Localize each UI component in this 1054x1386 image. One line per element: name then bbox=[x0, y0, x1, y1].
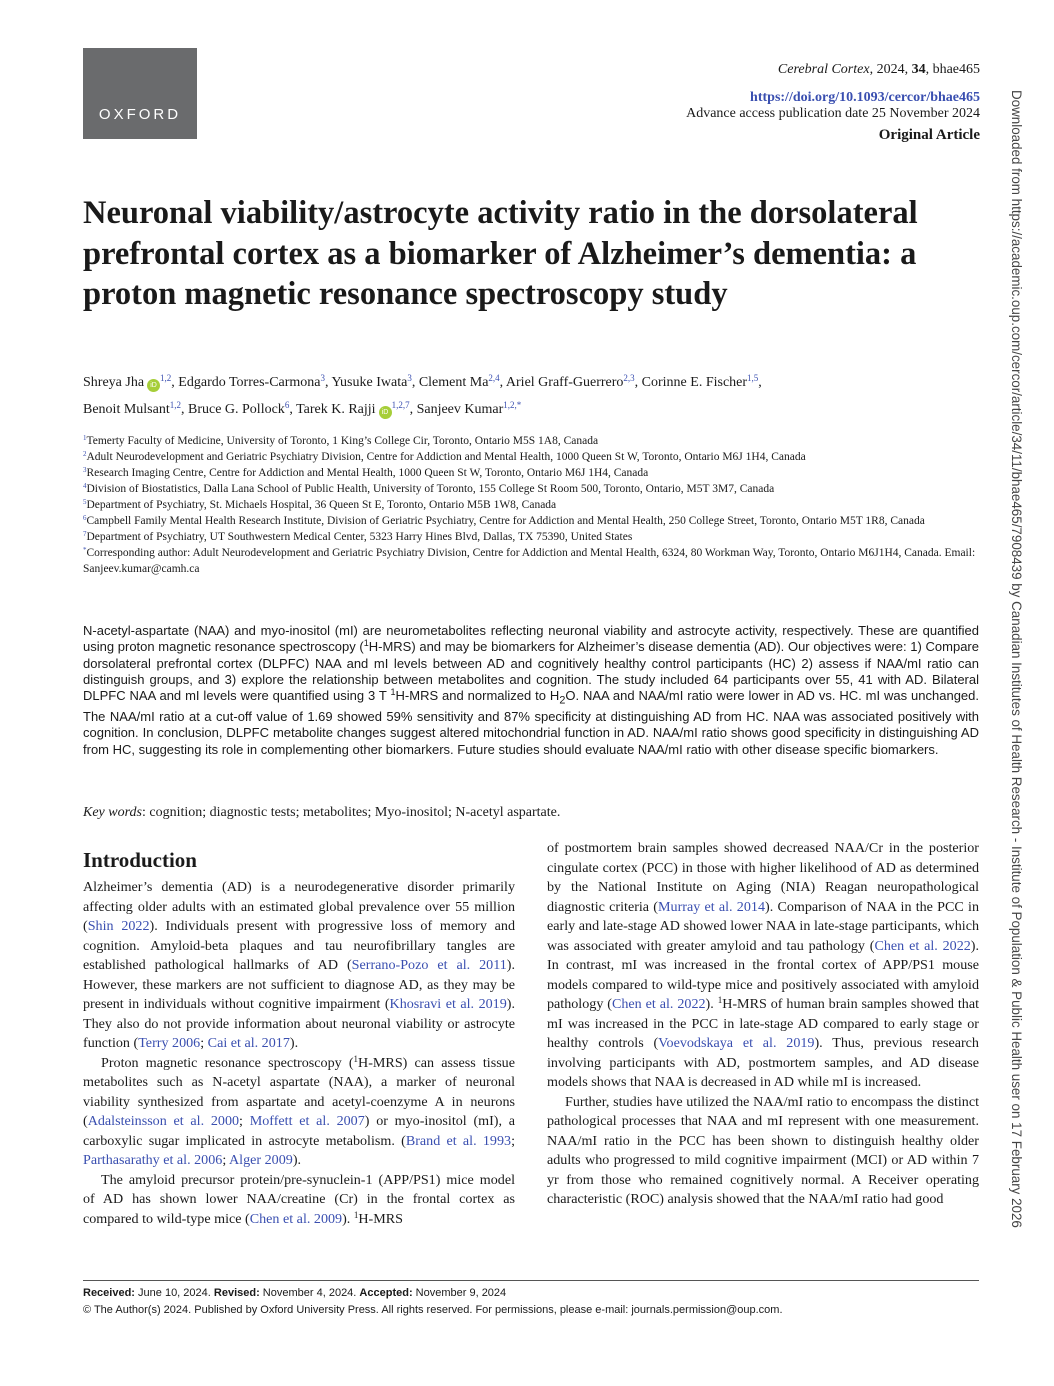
citation-link[interactable]: Voevodskaya et al. 2019 bbox=[658, 1035, 815, 1051]
affiliation-text: Department of Psychiatry, UT Southwestern Medical Center, 5323 Harry Hines Blvd, Dallas, TX 75390, United States bbox=[86, 531, 633, 543]
superscript: 1 bbox=[717, 995, 723, 1005]
affiliations bbox=[83, 433, 978, 577]
logo-text: OXFORD bbox=[98, 106, 182, 123]
affiliation-item bbox=[83, 465, 978, 481]
abstract-text: N-acetyl-aspartate (NAA) and myo-inositol (mI) are neurometabolites reflecting neuronal viability and astrocyte activity, respectively. These are quantified using proton magnetic resonance spectroscopy ( bbox=[83, 623, 979, 655]
affiliation-number: 2 bbox=[83, 450, 87, 458]
keywords-label: Key words bbox=[83, 805, 142, 820]
doi-link[interactable]: https://doi.org/10.1093/cercor/bhae465 bbox=[750, 90, 980, 105]
author-affiliation-marker[interactable]: 3 bbox=[407, 373, 412, 383]
paragraph bbox=[547, 1093, 979, 1210]
affiliation-text: Corresponding author: Adult Neurodevelopment and Geriatric Psychiatry Division, Centre for Addiction and Mental Health, 6324, 80 Workman Way, Toronto, Ontario M6J1H4, Canada. Email: Sanjeev.kumar@camh.ca bbox=[83, 547, 976, 575]
abstract bbox=[83, 623, 979, 758]
citation-link[interactable]: Brand et al. 1993 bbox=[405, 1132, 512, 1149]
affiliation-item bbox=[83, 497, 978, 513]
author-affiliation-marker[interactable]: 6 bbox=[284, 400, 290, 410]
journal-year: , 2024, bbox=[869, 62, 912, 77]
citation-link[interactable]: Terry 2006 bbox=[138, 1035, 201, 1051]
affiliation-item bbox=[83, 513, 978, 529]
author-affiliation-marker[interactable]: 1,2 bbox=[169, 400, 181, 410]
author-name[interactable]: Corinne E. Fischer bbox=[641, 375, 748, 390]
affiliation-text: Department of Psychiatry, St. Michaels Hospital, 36 Queen St E, Toronto, Ontario M5B 1W8, Canada bbox=[86, 499, 557, 511]
author-name[interactable]: Sanjeev Kumar bbox=[416, 402, 504, 417]
affiliation-text: Temerty Faculty of Medicine, University of Toronto, 1 King’s College Cir, Toronto, Ontario M5S 1A8, Canada bbox=[86, 435, 599, 447]
citation-link[interactable]: Serrano-Pozo et al. 2011 bbox=[351, 957, 507, 973]
affiliation-text: Division of Biostatistics, Dalla Lana School of Public Health, University of Toronto, 155 College St Room 500, Toronto, Ontario, M5T 3M7, Canada bbox=[86, 483, 775, 495]
citation-link[interactable]: Chen et al. 2022 bbox=[874, 937, 971, 954]
section-heading-introduction: Introduction bbox=[83, 848, 197, 872]
body-text: The amyloid precursor protein/pre-synuclein-1 (APP/PS1) mice model of AD has shown lower NAA/creatine (Cr) in the frontal cortex as compared to wild-type mice ( bbox=[83, 1171, 515, 1227]
citation-link[interactable]: Murray et al. 2014 bbox=[657, 898, 765, 915]
citation-link[interactable]: Cai et al. 2017 bbox=[207, 1035, 290, 1051]
abstract-text: H-MRS and normalized to H bbox=[395, 688, 560, 704]
keywords-text: : cognition; diagnostic tests; metabolites; Myo-inositol; N-acetyl aspartate. bbox=[141, 805, 561, 820]
body-text: ) or myo-inositol (mI), a carboxylic sugar implicated in astrocyte metabolism. ( bbox=[83, 1113, 515, 1149]
body-text: H-MRS of human brain samples showed that mI was increased in the PCC in late-stage AD compared to early stage or healthy controls ( bbox=[547, 996, 979, 1051]
oxford-logo bbox=[83, 48, 197, 139]
author-name[interactable]: Edgardo Torres-Carmona bbox=[178, 375, 321, 390]
subscript: 2 bbox=[559, 694, 566, 707]
superscript: 1 bbox=[363, 638, 369, 649]
affiliation-number: 3 bbox=[83, 466, 87, 474]
citation-link[interactable]: Moffett et al. 2007 bbox=[249, 1113, 365, 1129]
body-text: ; bbox=[239, 1113, 250, 1129]
author-name[interactable]: Bruce G. Pollock bbox=[187, 402, 285, 417]
author-name[interactable]: Tarek K. Rajji bbox=[296, 402, 376, 417]
paragraph bbox=[83, 1054, 515, 1171]
author-list-line-2: Benoit Mulsant$^{1,2}$, Bruce G. Pollock$^6$, Tarek K. Rajji iD$^{1,2,7}$, Sanjeev Kumar$^{1,2,*}$ bbox=[83, 400, 522, 417]
author-affiliation-marker[interactable]: 1,2 bbox=[160, 373, 172, 383]
body-text: ). bbox=[705, 996, 718, 1012]
keywords bbox=[83, 805, 560, 821]
author-name[interactable]: Ariel Graff-Guerrero bbox=[505, 375, 624, 390]
affiliation-number: 7 bbox=[83, 530, 87, 538]
body-text: ). In contrast, mI was increased in the frontal cortex of APP/PS1 mouse models compared to wild-type mice and positively associated with amyloid pathology ( bbox=[547, 937, 980, 1012]
body-text: Proton magnetic resonance spectroscopy ( bbox=[101, 1054, 354, 1071]
citation-link[interactable]: Shin 2022 bbox=[87, 918, 150, 934]
article-title: Neuronal viability/astrocyte activity ratio in the dorsolateral prefrontal cortex as a biomarker of Alzheimer’s dementia: a proton magnetic resonance spectroscopy study bbox=[83, 195, 918, 312]
author-affiliation-marker[interactable]: 2,3 bbox=[623, 373, 635, 383]
article-type: Original Article bbox=[878, 127, 980, 143]
body-text: ). bbox=[342, 1210, 354, 1227]
article-id: , bhae465 bbox=[925, 62, 980, 77]
affiliation-number: 4 bbox=[83, 482, 87, 490]
paragraph bbox=[547, 839, 979, 1093]
advance-access-date: Advance access publication date 25 November 2024 bbox=[686, 106, 980, 121]
journal-citation bbox=[778, 62, 980, 78]
paragraph bbox=[83, 878, 515, 1054]
author-name[interactable]: Clement Ma bbox=[418, 375, 489, 390]
body-text: ). bbox=[292, 1152, 302, 1168]
citation-link[interactable]: Chen et al. 2009 bbox=[249, 1210, 343, 1227]
author-affiliation-marker[interactable]: 3 bbox=[320, 373, 326, 383]
citation-link[interactable]: Alger 2009 bbox=[229, 1152, 293, 1168]
superscript: 1 bbox=[353, 1053, 359, 1064]
citation-link[interactable]: Parthasarathy et al. 2006 bbox=[83, 1152, 223, 1168]
author-name[interactable]: Benoit Mulsant bbox=[83, 402, 170, 417]
body-text: ; bbox=[222, 1152, 229, 1168]
journal-name: Cerebral Cortex bbox=[777, 62, 870, 77]
affiliation-item bbox=[83, 433, 978, 449]
citation-link[interactable]: Adalsteinsson et al. 2000 bbox=[87, 1113, 240, 1129]
author-name[interactable]: Shreya Jha bbox=[83, 375, 145, 390]
abstract-text: O. NAA and NAA/mI ratio were lower in AD vs. HC. mI was unchanged. The NAA/mI ratio at a cut-off value of 1.69 showed 59% sensitivity and 87% specificity at distinguishing AD from HC. NAA was associated positively with cognition. In conclusion, DLPFC metabolite changes suggest altered mitochondrial function in AD. NAA/mI ratio shows good specificity in distinguishing AD from HC, suggesting its role in complementing other biomarkers. Future studies should evaluate NAA/mI ratio with other disease specific biomarkers. bbox=[83, 688, 980, 757]
superscript: 1 bbox=[390, 687, 396, 698]
journal-volume: 34 bbox=[911, 62, 926, 77]
accepted-label: Accepted: bbox=[359, 1287, 413, 1299]
orcid-icon[interactable]: iD bbox=[379, 406, 392, 419]
body-text: ). bbox=[289, 1035, 299, 1051]
body-text: ). However, these markers are not sufficient to diagnose AD, as they may be present in individuals without cognitive impairment ( bbox=[83, 957, 516, 1012]
author-affiliation-marker[interactable]: 1,2,* bbox=[503, 400, 522, 410]
received-date: June 10, 2024. bbox=[134, 1287, 214, 1299]
revised-label: Revised: bbox=[213, 1287, 260, 1299]
author-affiliation-marker[interactable]: 1,2,7 bbox=[391, 400, 410, 410]
affiliation-item bbox=[83, 545, 978, 577]
affiliation-text: Adult Neurodevelopment and Geriatric Psychiatry Division, Centre for Addiction and Mental Health, 1000 Queen St W, Toronto, Ontario M6J 1H4, Canada bbox=[86, 451, 806, 463]
author-affiliation-marker[interactable]: 1,5 bbox=[747, 373, 759, 383]
affiliation-item bbox=[83, 481, 978, 497]
body-text: Further, studies have utilized the NAA/mI ratio to encompass the distinct pathological processes that NAA and mI represent with one measurement. NAA/mI ratio in the PCC has been shown to distinguish healthy older adults who progressed to mild cognitive impairment (MCI) or AD within 7 yr from those who remained cognitively normal. A Receiver operating characteristic (ROC) analysis showed that the NAA/mI ratio had good bbox=[547, 1093, 979, 1207]
affiliation-item bbox=[83, 449, 978, 465]
affiliation-item bbox=[83, 529, 978, 545]
affiliation-number: 5 bbox=[83, 498, 87, 506]
body-text: ). They also do not provide information about neuronal viability or astrocyte function ( bbox=[83, 996, 515, 1051]
received-dates bbox=[83, 1287, 506, 1299]
body-text: H-MRS bbox=[358, 1210, 403, 1227]
body-column-right bbox=[547, 839, 979, 1210]
affiliation-number: * bbox=[83, 546, 87, 554]
body-text: ). Comparison of NAA in the PCC in early and late-stage AD showed lower NAA in late-stage participants, which was associated with greater amyloid and tau pathology ( bbox=[547, 898, 979, 954]
citation-link[interactable]: Chen et al. 2022 bbox=[611, 996, 706, 1012]
orcid-icon[interactable]: iD bbox=[147, 379, 160, 392]
received-label: Received: bbox=[83, 1287, 135, 1299]
author-list-line-1: Shreya Jha iD$^{1,2}$, Edgardo Torres-Carmona$^3$, Yusuke Iwata$^3$, Clement Ma$^{2,4}$, Ariel Graff-Guerrero$^{2,3}$, Corinne E. Fischer$^{1,5}$, bbox=[83, 373, 762, 390]
revised-date: November 4, 2024. bbox=[259, 1287, 360, 1299]
superscript: 1 bbox=[353, 1209, 359, 1220]
abstract-text: H-MRS) and may be biomarkers for Alzheimer’s disease dementia (AD). Our objectives were: 1) Compare dorsolateral prefrontal cortex (DLPFC) NAA and mI levels between AD and cognitively healthy control participants (HC) 2) assess if NAA/mI ratio can distinguish groups, and 3) explore the relationship between metabolites and cognition. The study included 64 participants over 55, 41 with AD. Bilateral DLPFC NAA and mI levels were quantified using 3 T bbox=[83, 639, 979, 704]
citation-link[interactable]: Khosravi et al. 2019 bbox=[389, 996, 507, 1012]
body-text: H-MRS) can assess tissue metabolites such as N-acetyl aspartate (NAA), a marker of neuronal viability synthesized from aspartate and acetyl-coenzyme A in neurons ( bbox=[83, 1054, 515, 1129]
author-name[interactable]: Yusuke Iwata bbox=[331, 375, 408, 390]
affiliation-number: 6 bbox=[83, 514, 87, 522]
body-text: ; bbox=[511, 1132, 515, 1149]
body-text: ). Individuals present with progressive loss of memory and cognition. Amyloid-beta plaques and tau neurofibrillary tangles are established pathological hallmarks of AD ( bbox=[83, 918, 515, 973]
author-affiliation-marker[interactable]: 2,4 bbox=[488, 373, 500, 383]
body-text: of postmortem brain samples showed decreased NAA/Cr in the posterior cingulate cortex (PCC) in those with higher likelihood of AD as determined by the National Institute on Aging (NIA) Reagan neuropathological diagnostic criteria ( bbox=[547, 840, 979, 915]
accepted-date: November 9, 2024 bbox=[412, 1287, 507, 1299]
footer-divider bbox=[83, 1280, 979, 1281]
body-text: ; bbox=[200, 1035, 208, 1051]
body-column-left bbox=[83, 878, 515, 1229]
download-watermark: Downloaded from https://academic.oup.com/cercor/article/34/11/bhae465/7908439 by Canadian Institutes of Health Research - Institute of Population & Public Health user on 17 February 2026 bbox=[1009, 90, 1024, 1228]
affiliation-text: Research Imaging Centre, Centre for Addiction and Mental Health, 1000 Queen St W, Toronto, Ontario M6J 1H4, Canada bbox=[86, 467, 649, 479]
body-text: Alzheimer’s dementia (AD) is a neurodegenerative disorder primarily affecting older adults with an estimated global prevalence over 55 million ( bbox=[83, 879, 515, 934]
body-text: ). Thus, previous research involving participants with AD, postmortem samples, and AD disease models shows that NAA is decreased in AD while mI is increased. bbox=[547, 1035, 979, 1090]
paragraph bbox=[83, 1171, 515, 1230]
copyright-notice: © The Author(s) 2024. Published by Oxford University Press. All rights reserved. For permissions, please e-mail: journals.permission@oup.com. bbox=[83, 1304, 783, 1316]
affiliation-number: 1 bbox=[83, 434, 87, 442]
affiliation-text: Campbell Family Mental Health Research Institute, Division of Geriatric Psychiatry, Centre for Addiction and Mental Health, 250 College Street, Toronto, Ontario M5T 1R8, Canada bbox=[86, 515, 925, 527]
